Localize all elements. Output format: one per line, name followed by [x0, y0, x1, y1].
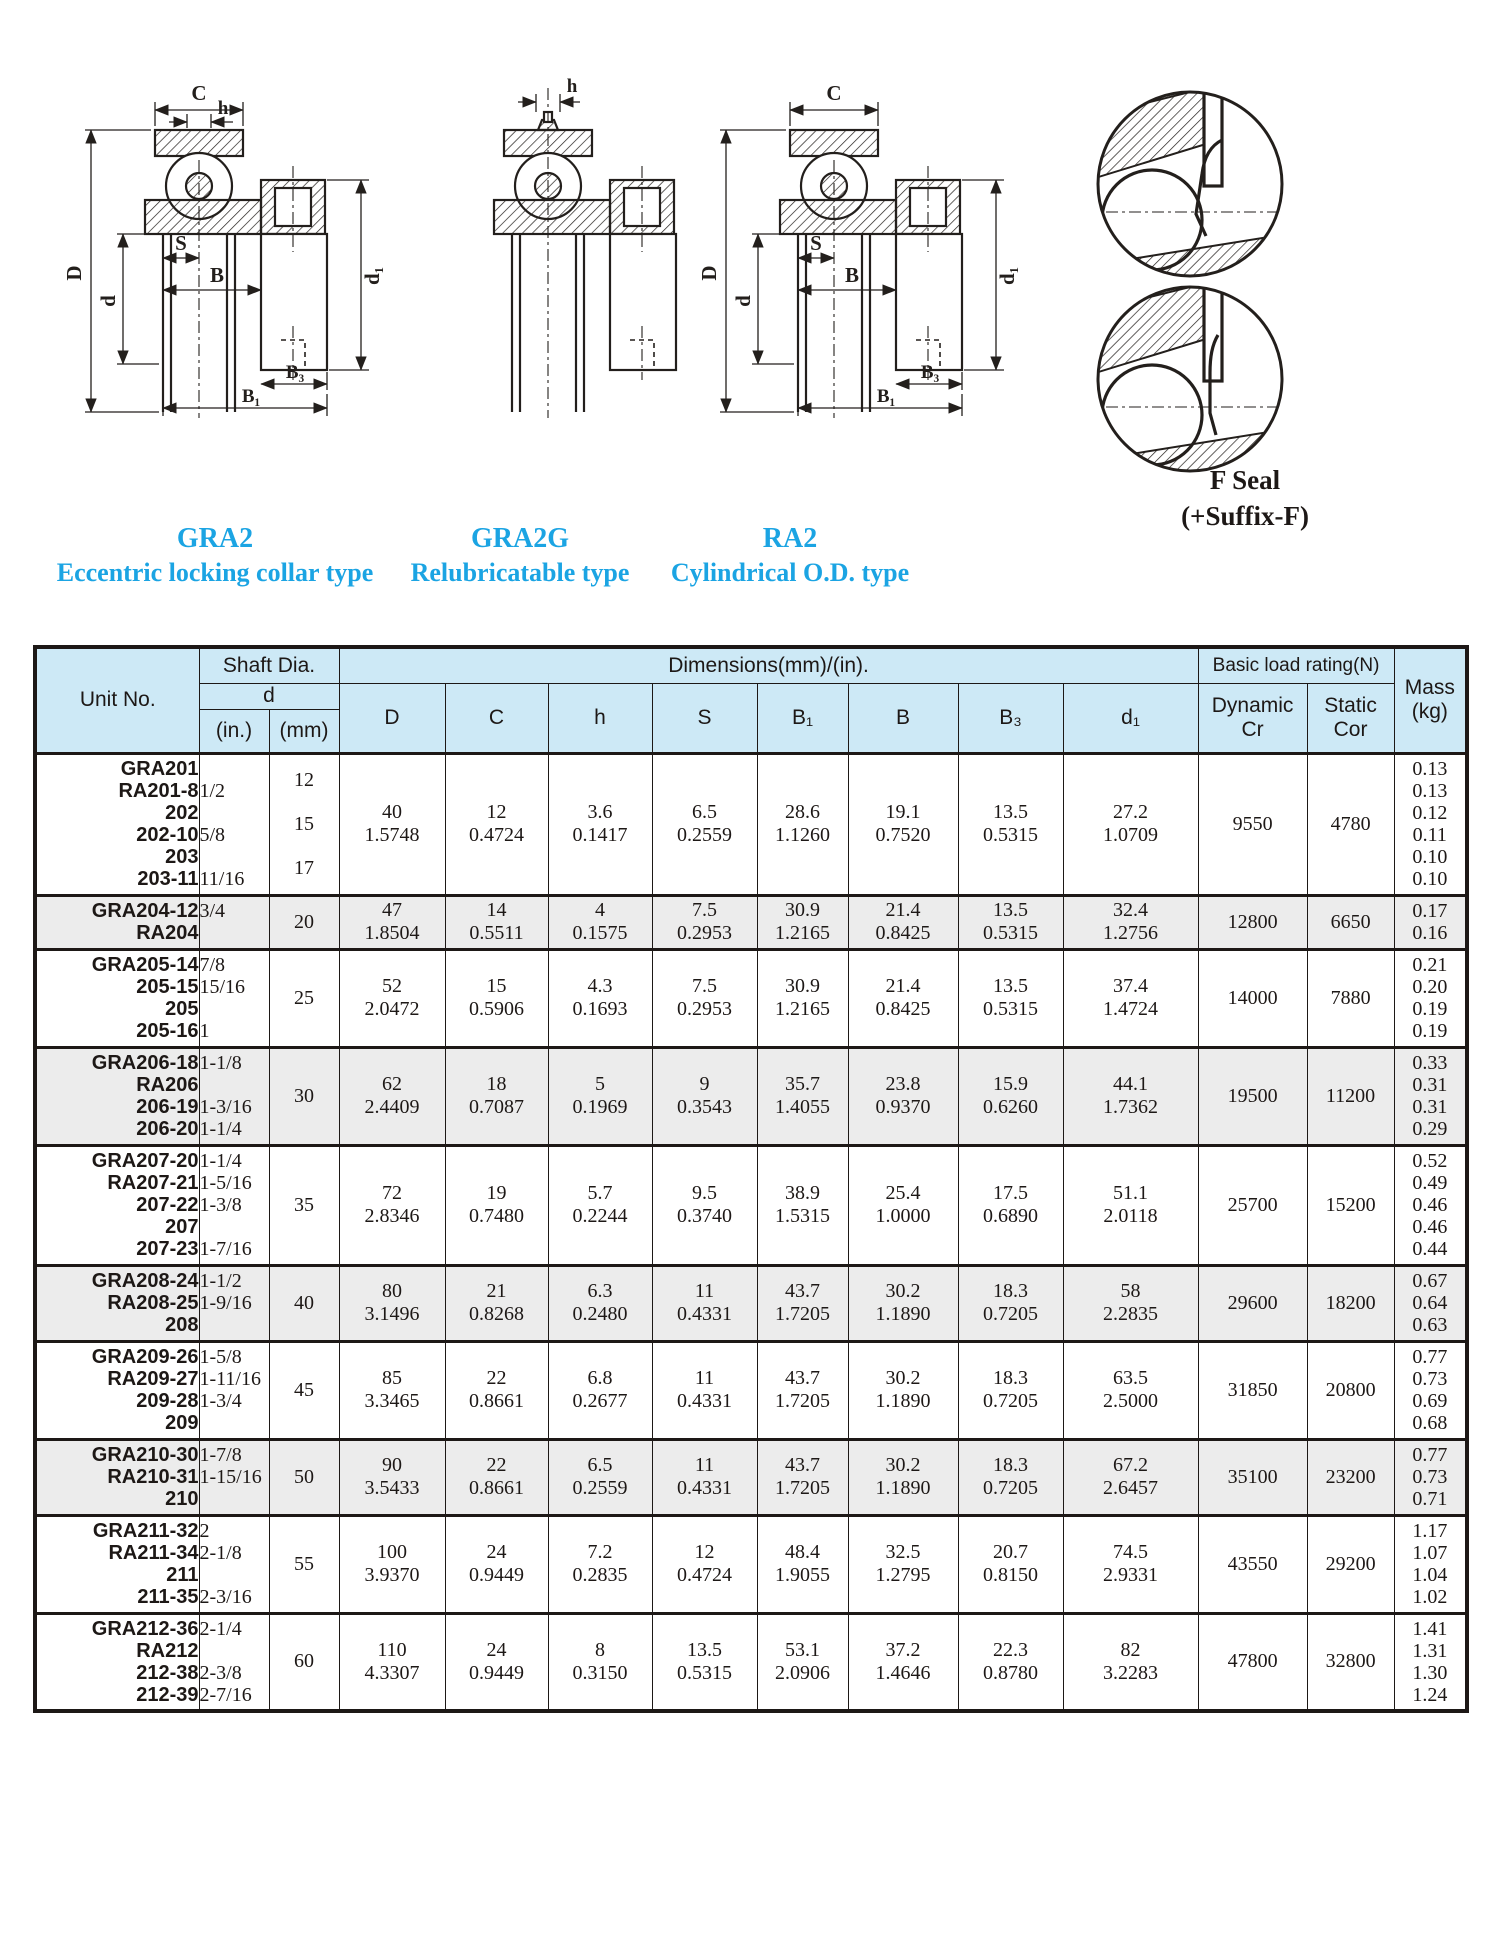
shaft-dia-mm-cell: 50 [269, 1439, 339, 1515]
table-row [35, 753, 1467, 895]
dim-B3-cell: 13.5 0.5315 [958, 949, 1063, 1047]
gra2-caption [35, 522, 395, 590]
dim-B1-cell: 43.7 1.7205 [757, 1265, 848, 1341]
dim-h-cell: 6.8 0.2677 [548, 1341, 652, 1439]
unit-no-cell: GRA201 RA201-8 202 202-10 203 203-11 [35, 753, 199, 895]
mass-cell: 0.52 0.49 0.46 0.46 0.44 [1394, 1145, 1467, 1265]
shaft-dia-in-cell: 1/2 5/8 11/16 [199, 753, 269, 895]
spec-table-body [35, 753, 1467, 1711]
spec-table-head [35, 647, 1467, 753]
dim-S-cell: 11 0.4331 [652, 1341, 757, 1439]
static-label: Static [1324, 693, 1377, 717]
dim-B1-cell: 28.6 1.1260 [757, 753, 848, 895]
dim-D-cell: 72 2.8346 [339, 1145, 445, 1265]
dynamic-cr-cell: 47800 [1198, 1613, 1307, 1711]
dynamic-cr-cell: 25700 [1198, 1145, 1307, 1265]
static-cor-cell: 23200 [1307, 1439, 1394, 1515]
dim-h-cell: 7.2 0.2835 [548, 1515, 652, 1613]
dim-B1-cell: 30.9 1.2165 [757, 949, 848, 1047]
dynamic-cr-cell: 14000 [1198, 949, 1307, 1047]
table-row [35, 895, 1467, 949]
col-header-dimensions: Dimensions(mm)/(in). [339, 647, 1198, 683]
col-header-S: S [652, 683, 757, 753]
shaft-dia-in-cell: 7/8 15/16 1 [199, 949, 269, 1047]
dim-B-cell: 21.4 0.8425 [848, 895, 958, 949]
dim-label-d: d [96, 295, 120, 307]
dim-B-cell: 30.2 1.1890 [848, 1341, 958, 1439]
dim-C-cell: 15 0.5906 [445, 949, 548, 1047]
shaft-dia-mm-cell: 60 [269, 1613, 339, 1711]
dim-B3-cell: 13.5 0.5315 [958, 895, 1063, 949]
dim-S-cell: 11 0.4331 [652, 1439, 757, 1515]
dim-h-cell: 8 0.3150 [548, 1613, 652, 1711]
mass-cell: 0.77 0.73 0.69 0.68 [1394, 1341, 1467, 1439]
col-header-B1: B₁ [757, 683, 848, 753]
f-seal-caption-line2: (+Suffix-F) [1181, 501, 1309, 531]
shaft-dia-in-cell: 2-1/4 2-3/8 2-7/16 [199, 1613, 269, 1711]
dim-D-cell: 90 3.5433 [339, 1439, 445, 1515]
static-cor-cell: 18200 [1307, 1265, 1394, 1341]
dynamic-cr-cell: 35100 [1198, 1439, 1307, 1515]
dim-B-cell: 21.4 0.8425 [848, 949, 958, 1047]
mass-cell: 1.41 1.31 1.30 1.24 [1394, 1613, 1467, 1711]
dim-C-cell: 12 0.4724 [445, 753, 548, 895]
unit-no-cell: GRA208-24 RA208-25 208 [35, 1265, 199, 1341]
dim-label-C: C [826, 81, 842, 105]
dim-B1-cell: 53.1 2.0906 [757, 1613, 848, 1711]
dim-B-cell: 30.2 1.1890 [848, 1439, 958, 1515]
gra2-title: GRA2 [176, 523, 254, 554]
mass-cell: 0.77 0.73 0.71 [1394, 1439, 1467, 1515]
static-cor-cell: 32800 [1307, 1613, 1394, 1711]
shaft-dia-mm-cell: 45 [269, 1341, 339, 1439]
dim-d1-cell: 58 2.2835 [1063, 1265, 1198, 1341]
dynamic-cr-cell: 9550 [1198, 753, 1307, 895]
mass-cell: 1.17 1.07 1.04 1.02 [1394, 1515, 1467, 1613]
dynamic-cr-cell: 31850 [1198, 1341, 1307, 1439]
dim-d1-cell: 37.4 1.4724 [1063, 949, 1198, 1047]
col-header-C: C [445, 683, 548, 753]
dim-h-cell: 6.5 0.2559 [548, 1439, 652, 1515]
static-cor-cell: 15200 [1307, 1145, 1394, 1265]
ra2-diagram [690, 68, 1030, 423]
dim-label-S: S [175, 231, 187, 255]
col-header-static-cor [1307, 683, 1394, 753]
gra2-subtitle: Eccentric locking collar type [56, 558, 374, 587]
shaft-dia-in-cell: 2 2-1/8 2-3/16 [199, 1515, 269, 1613]
dim-label-B3: B₃ [285, 362, 305, 383]
table-row [35, 1341, 1467, 1439]
table-row [35, 1047, 1467, 1145]
gra2g-caption [370, 522, 670, 590]
dim-B3-cell: 20.7 0.8150 [958, 1515, 1063, 1613]
dynamic-cr-cell: 43550 [1198, 1515, 1307, 1613]
dim-label-C: C [191, 81, 207, 105]
dim-label-d1: d₁ [995, 267, 1019, 285]
dim-D-cell: 100 3.9370 [339, 1515, 445, 1613]
dim-d1-cell: 63.5 2.5000 [1063, 1341, 1198, 1439]
shaft-dia-mm-cell: 20 [269, 895, 339, 949]
dim-S-cell: 13.5 0.5315 [652, 1613, 757, 1711]
dim-C-cell: 22 0.8661 [445, 1341, 548, 1439]
mass-cell: 0.67 0.64 0.63 [1394, 1265, 1467, 1341]
unit-no-cell: GRA204-12 RA204 [35, 895, 199, 949]
dim-S-cell: 12 0.4724 [652, 1515, 757, 1613]
mass-cell: 0.13 0.13 0.12 0.11 0.10 0.10 [1394, 753, 1467, 895]
dim-label-S: S [810, 231, 822, 255]
shaft-dia-in-cell: 1-7/8 1-15/16 [199, 1439, 269, 1515]
dim-S-cell: 6.5 0.2559 [652, 753, 757, 895]
dim-C-cell: 24 0.9449 [445, 1515, 548, 1613]
static-sub: Cor [1333, 717, 1368, 741]
dim-C-cell: 18 0.7087 [445, 1047, 548, 1145]
ra2-caption [650, 522, 930, 590]
gra2g-subtitle: Relubricatable type [410, 558, 630, 587]
dim-B3-cell: 15.9 0.6260 [958, 1047, 1063, 1145]
dim-h-cell: 6.3 0.2480 [548, 1265, 652, 1341]
shaft-dia-mm-cell: 12 15 17 [269, 753, 339, 895]
col-header-in: (in.) [199, 709, 269, 753]
dim-S-cell: 11 0.4331 [652, 1265, 757, 1341]
dim-B1-cell: 38.9 1.5315 [757, 1145, 848, 1265]
col-header-shaft-dia: Shaft Dia. [199, 647, 339, 683]
dim-label-B1: B₁ [241, 386, 261, 407]
dim-h-cell: 4.3 0.1693 [548, 949, 652, 1047]
dim-B1-cell: 35.7 1.4055 [757, 1047, 848, 1145]
dim-label-h: h [217, 98, 229, 119]
dim-h-cell: 4 0.1575 [548, 895, 652, 949]
dim-B-cell: 25.4 1.0000 [848, 1145, 958, 1265]
gra2g-diagram [400, 68, 720, 423]
dim-D-cell: 62 2.4409 [339, 1047, 445, 1145]
col-header-B: B [848, 683, 958, 753]
dynamic-cr-cell: 29600 [1198, 1265, 1307, 1341]
col-header-dynamic-cr [1198, 683, 1307, 753]
dim-B1-cell: 43.7 1.7205 [757, 1341, 848, 1439]
table-row [35, 1613, 1467, 1711]
dim-D-cell: 80 3.1496 [339, 1265, 445, 1341]
shaft-dia-mm-cell: 55 [269, 1515, 339, 1613]
dim-d1-cell: 51.1 2.0118 [1063, 1145, 1198, 1265]
dim-label-B: B [209, 263, 225, 287]
dim-h-cell: 3.6 0.1417 [548, 753, 652, 895]
dim-B3-cell: 13.5 0.5315 [958, 753, 1063, 895]
static-cor-cell: 11200 [1307, 1047, 1394, 1145]
dim-B3-cell: 18.3 0.7205 [958, 1265, 1063, 1341]
dim-C-cell: 24 0.9449 [445, 1613, 548, 1711]
static-cor-cell: 20800 [1307, 1341, 1394, 1439]
dim-label-d1: d₁ [360, 267, 384, 285]
unit-no-cell: GRA206-18 RA206 206-19 206-20 [35, 1047, 199, 1145]
dynamic-label: Dynamic [1211, 693, 1294, 717]
dim-label-h: h [566, 76, 578, 97]
shaft-dia-in-cell: 1-5/8 1-11/16 1-3/4 [199, 1341, 269, 1439]
shaft-dia-in-cell: 1-1/8 1-3/16 1-1/4 [199, 1047, 269, 1145]
unit-no-cell: GRA211-32 RA211-34 211 211-35 [35, 1515, 199, 1613]
mass-cell: 0.33 0.31 0.31 0.29 [1394, 1047, 1467, 1145]
table-row [35, 1515, 1467, 1613]
dim-D-cell: 52 2.0472 [339, 949, 445, 1047]
static-cor-cell: 7880 [1307, 949, 1394, 1047]
dim-label-B: B [844, 263, 860, 287]
dim-d1-cell: 44.1 1.7362 [1063, 1047, 1198, 1145]
dim-label-d: d [731, 295, 755, 307]
dim-S-cell: 7.5 0.2953 [652, 895, 757, 949]
shaft-dia-mm-cell: 30 [269, 1047, 339, 1145]
static-cor-cell: 6650 [1307, 895, 1394, 949]
f-seal-caption-line1: F Seal [1209, 465, 1281, 495]
shaft-dia-in-cell: 3/4 [199, 895, 269, 949]
dim-B-cell: 30.2 1.1890 [848, 1265, 958, 1341]
spec-table [33, 645, 1469, 1713]
dim-S-cell: 9.5 0.3740 [652, 1145, 757, 1265]
col-header-basic-load: Basic load rating(N) [1198, 647, 1394, 683]
f-seal-detail [1000, 82, 1380, 482]
dim-B1-cell: 43.7 1.7205 [757, 1439, 848, 1515]
table-row [35, 1265, 1467, 1341]
dynamic-cr-cell: 19500 [1198, 1047, 1307, 1145]
mass-label: Mass [1404, 676, 1455, 700]
dim-d1-cell: 32.4 1.2756 [1063, 895, 1198, 949]
dim-C-cell: 22 0.8661 [445, 1439, 548, 1515]
dim-S-cell: 7.5 0.2953 [652, 949, 757, 1047]
dim-label-D: D [62, 265, 86, 281]
dim-D-cell: 40 1.5748 [339, 753, 445, 895]
table-row [35, 949, 1467, 1047]
col-header-unit-no: Unit No. [35, 647, 199, 753]
dim-d1-cell: 74.5 2.9331 [1063, 1515, 1198, 1613]
shaft-dia-mm-cell: 40 [269, 1265, 339, 1341]
shaft-dia-in-cell: 1-1/2 1-9/16 [199, 1265, 269, 1341]
col-header-mass [1394, 647, 1467, 753]
dim-C-cell: 19 0.7480 [445, 1145, 548, 1265]
dim-B-cell: 32.5 1.2795 [848, 1515, 958, 1613]
static-cor-cell: 29200 [1307, 1515, 1394, 1613]
dim-B-cell: 23.8 0.9370 [848, 1047, 958, 1145]
dim-B1-cell: 48.4 1.9055 [757, 1515, 848, 1613]
dim-B3-cell: 17.5 0.6890 [958, 1145, 1063, 1265]
table-row [35, 1145, 1467, 1265]
dim-B-cell: 37.2 1.4646 [848, 1613, 958, 1711]
dim-h-cell: 5.7 0.2244 [548, 1145, 652, 1265]
mass-cell: 0.17 0.16 [1394, 895, 1467, 949]
dim-D-cell: 85 3.3465 [339, 1341, 445, 1439]
unit-no-cell: GRA209-26 RA209-27 209-28 209 [35, 1341, 199, 1439]
ra2-title: RA2 [762, 523, 818, 554]
dim-d1-cell: 67.2 2.6457 [1063, 1439, 1198, 1515]
dim-label-B1: B₁ [876, 386, 896, 407]
mass-unit: (kg) [1411, 700, 1448, 724]
mass-cell: 0.21 0.20 0.19 0.19 [1394, 949, 1467, 1047]
dim-B3-cell: 18.3 0.7205 [958, 1341, 1063, 1439]
dim-B3-cell: 18.3 0.7205 [958, 1439, 1063, 1515]
dim-h-cell: 5 0.1969 [548, 1047, 652, 1145]
gra2-diagram [55, 68, 395, 423]
shaft-dia-in-cell: 1-1/4 1-5/16 1-3/8 1-7/16 [199, 1145, 269, 1265]
col-header-d1: d₁ [1063, 683, 1198, 753]
shaft-dia-mm-cell: 35 [269, 1145, 339, 1265]
dim-S-cell: 9 0.3543 [652, 1047, 757, 1145]
unit-no-cell: GRA205-14 205-15 205 205-16 [35, 949, 199, 1047]
dim-D-cell: 47 1.8504 [339, 895, 445, 949]
dim-label-B3: B₃ [920, 362, 940, 383]
dynamic-sub: Cr [1241, 717, 1264, 741]
dim-d1-cell: 82 3.2283 [1063, 1613, 1198, 1711]
dim-C-cell: 14 0.5511 [445, 895, 548, 949]
gra2g-title: GRA2G [471, 523, 569, 554]
col-header-mm: (mm) [269, 709, 339, 753]
col-header-h: h [548, 683, 652, 753]
dim-B3-cell: 22.3 0.8780 [958, 1613, 1063, 1711]
dim-d1-cell: 27.2 1.0709 [1063, 753, 1198, 895]
dim-label-D: D [697, 265, 721, 281]
static-cor-cell: 4780 [1307, 753, 1394, 895]
col-header-D: D [339, 683, 445, 753]
shaft-dia-mm-cell: 25 [269, 949, 339, 1047]
dim-B-cell: 19.1 0.7520 [848, 753, 958, 895]
dim-C-cell: 21 0.8268 [445, 1265, 548, 1341]
ra2-subtitle: Cylindrical O.D. type [670, 558, 910, 587]
unit-no-cell: GRA212-36 RA212 212-38 212-39 [35, 1613, 199, 1711]
unit-no-cell: GRA210-30 RA210-31 210 [35, 1439, 199, 1515]
col-header-B3: B₃ [958, 683, 1063, 753]
col-header-d: d [199, 683, 339, 709]
f-seal-caption [1130, 462, 1360, 534]
dim-D-cell: 110 4.3307 [339, 1613, 445, 1711]
table-row [35, 1439, 1467, 1515]
dynamic-cr-cell: 12800 [1198, 895, 1307, 949]
dim-B1-cell: 30.9 1.2165 [757, 895, 848, 949]
unit-no-cell: GRA207-20 RA207-21 207-22 207 207-23 [35, 1145, 199, 1265]
